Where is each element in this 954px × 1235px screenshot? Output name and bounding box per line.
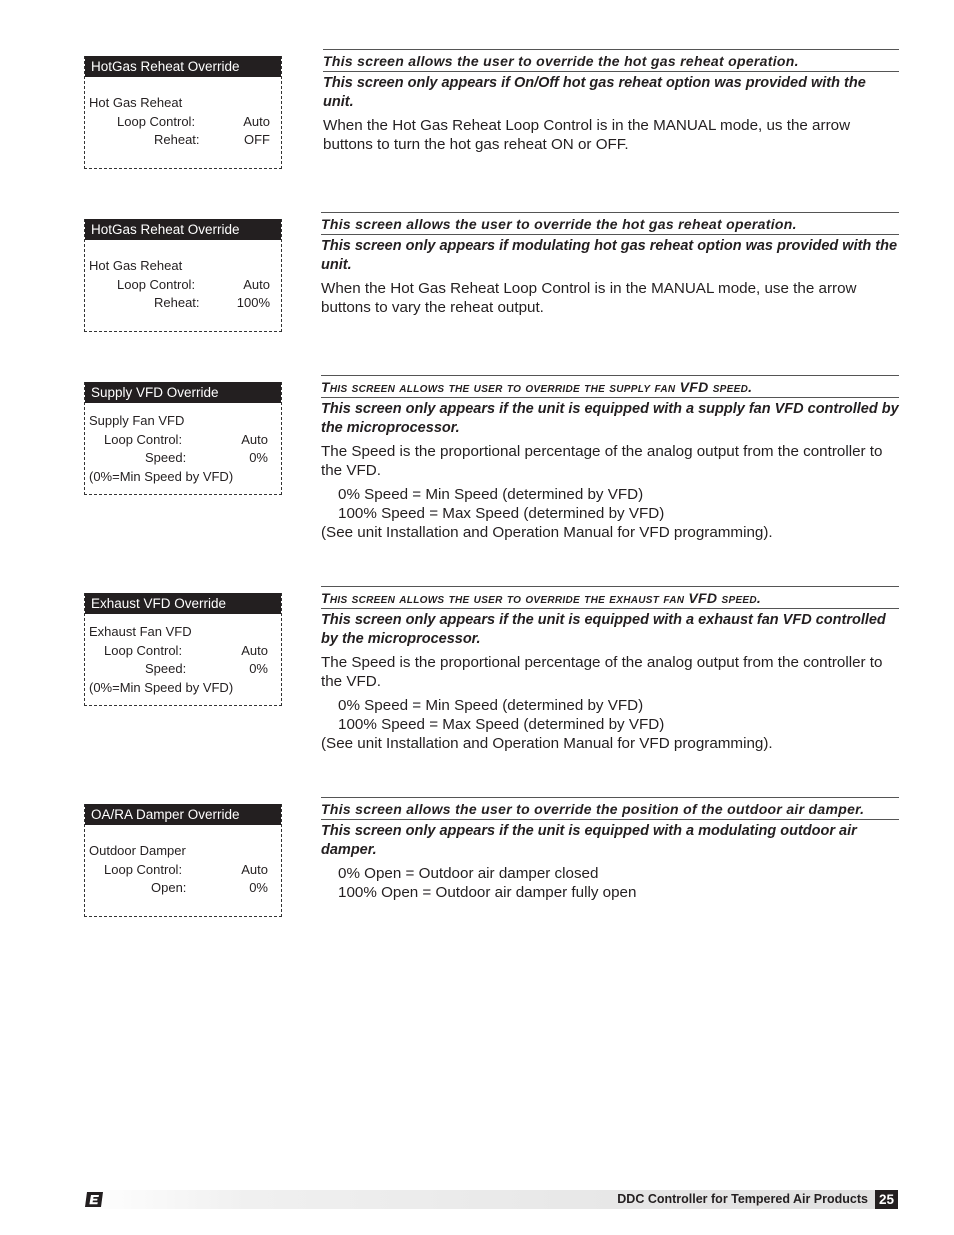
screen-title: Supply VFD Override (85, 382, 281, 403)
screen-damper (84, 804, 282, 917)
screen-value: 0% (249, 880, 268, 895)
screen-label: Loop Control: (104, 431, 183, 447)
list-item: 0% Open = Outdoor air damper closed (338, 865, 599, 882)
list-item: 100% Speed = Max Speed (determined by VFD) (338, 505, 665, 522)
screen-label: Loop Control: (117, 113, 196, 129)
screen-value: OFF (244, 132, 270, 147)
screen-supply-vfd (84, 382, 282, 495)
description-exhaust-vfd (321, 586, 899, 753)
screen-title: HotGas Reheat Override (85, 219, 281, 240)
section-body: The Speed is the proportional percentage of the analog output from the controller to the VFD. (321, 654, 883, 690)
screen-value: Auto (241, 861, 268, 877)
list-item: (See unit Installation and Operation Manual for VFD programming). (321, 524, 773, 541)
screen-hotgas-reheat-modulating (84, 219, 282, 332)
section-heading: This screen allows the user to override the hot gas reheat operation. (321, 216, 797, 232)
section-heading: This screen allows the user to override the hot gas reheat operation. (323, 53, 799, 69)
footer-title: DDC Controller for Tempered Air Products (617, 1192, 868, 1206)
screen-value: Auto (243, 113, 270, 129)
screen-title: HotGas Reheat Override (85, 56, 281, 77)
screen-value: Auto (241, 642, 268, 658)
list-item: 0% Speed = Min Speed (determined by VFD) (338, 486, 644, 503)
section-heading: This screen allows the user to override the position of the outdoor air damper. (321, 801, 865, 817)
screen-hotgas-reheat-onoff (84, 56, 282, 169)
screen-value: Auto (241, 431, 268, 447)
list-item: 0% Speed = Min Speed (determined by VFD) (338, 697, 644, 714)
screen-line: (0%=Min Speed by VFD) (89, 468, 234, 484)
screen-line: Supply Fan VFD (89, 413, 185, 428)
screen-value: 0% (249, 450, 268, 465)
list-item: (See unit Installation and Operation Manual for VFD programming). (321, 735, 773, 752)
screen-value: 0% (249, 661, 268, 676)
description-hotgas-reheat-onoff (323, 49, 899, 154)
screen-line: Hot Gas Reheat (89, 258, 183, 273)
section-note: This screen only appears if modulating hot gas reheat option was provided with the unit. (321, 238, 898, 273)
description-hotgas-reheat-modulating (321, 212, 899, 317)
section-body: The Speed is the proportional percentage of the analog output from the controller to the VFD. (321, 443, 883, 479)
screen-value: 100% (236, 295, 270, 310)
screen-label: Loop Control: (117, 276, 196, 292)
screen-exhaust-vfd (84, 593, 282, 706)
section-note: This screen only appears if the unit is equipped with a modulating outdoor air damper. (321, 823, 857, 858)
screen-title: OA/RA Damper Override (85, 804, 281, 825)
section-note: This screen only appears if the unit is equipped with a supply fan VFD controlled by the microprocessor. (321, 401, 899, 436)
section-heading: This screen allows the user to override the supply fan VFD speed. (321, 379, 753, 395)
section-body: When the Hot Gas Reheat Loop Control is in the MANUAL mode, use the arrow buttons to vary the reheat output. (321, 280, 857, 316)
screen-line: (0%=Min Speed by VFD) (89, 679, 234, 695)
screen-line: Outdoor Damper (89, 843, 186, 858)
list-item: 100% Open = Outdoor air damper fully open (338, 884, 637, 901)
screen-value: Auto (243, 276, 270, 292)
screen-line: Exhaust Fan VFD (89, 624, 192, 639)
screen-title: Exhaust VFD Override (85, 593, 281, 614)
screen-label: Loop Control: (104, 861, 183, 877)
section-note: This screen only appears if On/Off hot gas reheat option was provided with the unit. (323, 75, 866, 110)
description-supply-vfd (321, 375, 899, 542)
screen-label: Loop Control: (104, 642, 183, 658)
screen-label: Reheat: (154, 132, 200, 147)
list-item: 100% Speed = Max Speed (determined by VFD) (338, 716, 665, 733)
screen-label: Reheat: (154, 295, 200, 310)
screen-label: Speed: (145, 450, 187, 465)
section-body: When the Hot Gas Reheat Loop Control is in the MANUAL mode, us the arrow buttons to turn the hot gas reheat ON or OFF. (323, 117, 851, 153)
section-note: This screen only appears if the unit is equipped with a exhaust fan VFD controlled by the microprocessor. (321, 612, 886, 647)
screen-label: Speed: (145, 661, 187, 676)
section-heading: This screen allows the user to override the exhaust fan VFD speed. (321, 590, 762, 606)
screen-line: Hot Gas Reheat (89, 95, 183, 110)
screen-label: Open: (151, 880, 187, 895)
description-damper (321, 797, 899, 902)
brand-logo-icon (84, 1191, 104, 1208)
page-number: 25 (875, 1190, 898, 1209)
